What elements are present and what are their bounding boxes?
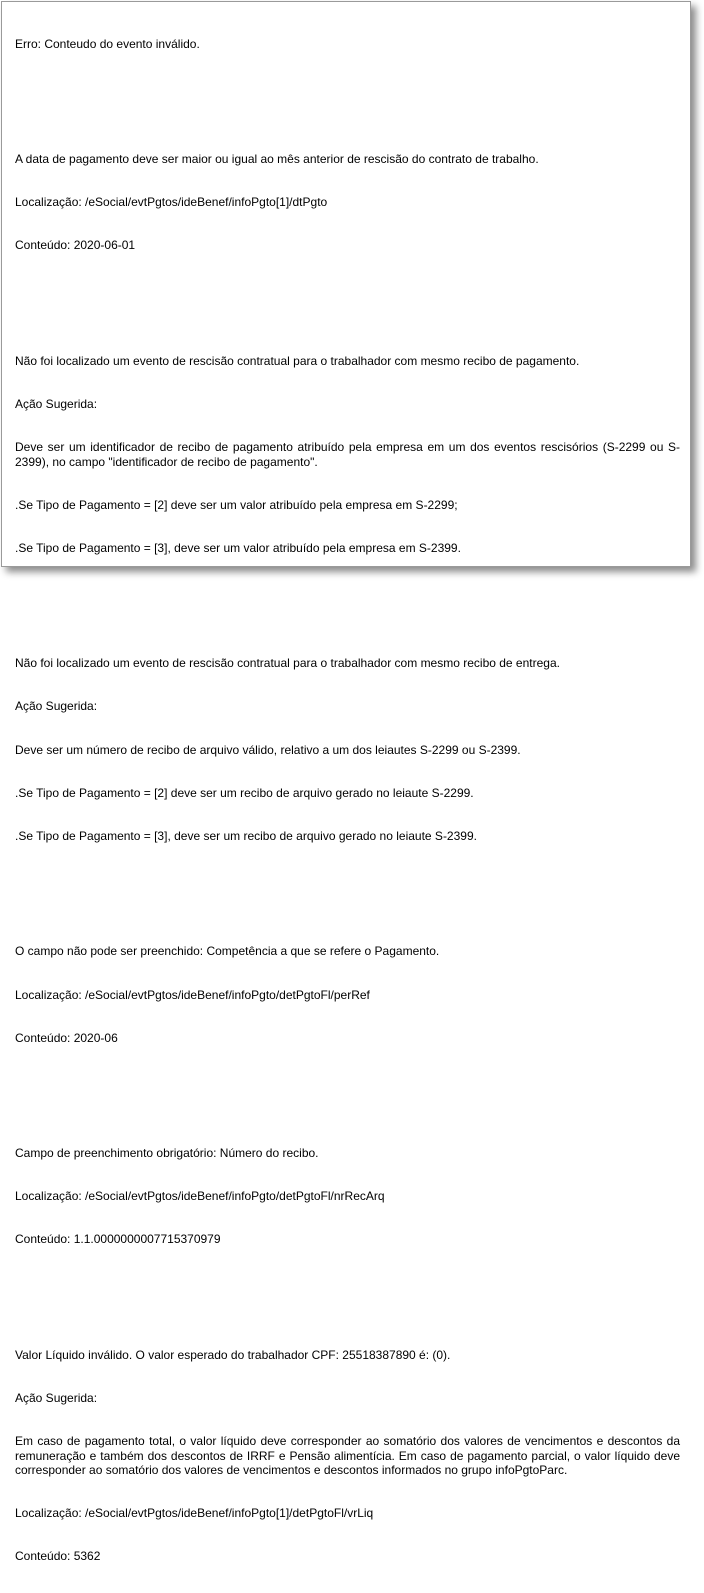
- error-header: Erro: Conteudo do evento inválido.: [15, 36, 200, 51]
- error-content: Conteúdo: 5362: [15, 1549, 101, 1564]
- spacer: [15, 584, 680, 598]
- suggested-action-text: Em caso de pagamento total, o valor líquido deve corresponder ao somatório dos valores de vencimentos e descontos da remuneração e também dos descontos de IRRF e Pensão alimentícia. Em caso de pagamento parcial, o valor líquido deve corresponder ao somatório dos valores de vencimentos e descontos informados no grupo infoPgtoParc.: [15, 1434, 684, 1477]
- suggested-action-label: Ação Sugerida:: [15, 699, 98, 714]
- suggested-action-text: Deve ser um número de recibo de arquivo válido, relativo a um dos leiautes S-2299 ou S-2399.: [15, 742, 521, 757]
- suggested-action-item: .Se Tipo de Pagamento = [2] deve ser um recibo de arquivo gerado no leiaute S-2299.: [15, 785, 474, 800]
- error-content: Conteúdo: 2020-06: [15, 1030, 118, 1045]
- spacer: [15, 1276, 680, 1290]
- error-message: Não foi localizado um evento de rescisão contratual para o trabalhador com mesmo recibo de entrega.: [15, 656, 560, 671]
- error-report-panel: [1, 1, 691, 1564]
- error-message: A data de pagamento deve ser maior ou igual ao mês anterior de rescisão do contrato de trabalho.: [15, 152, 539, 167]
- error-message: O campo não pode ser preenchido: Competência a que se refere o Pagamento.: [15, 944, 440, 959]
- suggested-action-label: Ação Sugerida:: [15, 396, 98, 411]
- suggested-action-item: .Se Tipo de Pagamento = [3], deve ser um valor atribuído pela empresa em S-2399.: [15, 541, 461, 555]
- error-content: Conteúdo: 2020-06-01: [15, 238, 136, 253]
- error-content: Conteúdo: 1.1.0000000007715370979: [15, 1232, 221, 1247]
- spacer: [15, 80, 680, 94]
- suggested-action-item: .Se Tipo de Pagamento = [3], deve ser um recibo de arquivo gerado no leiaute S-2399.: [15, 829, 477, 844]
- error-location: Localização: /eSocial/evtPgtos/ideBenef/infoPgto[1]/detPgtoFl/vrLiq: [15, 1506, 374, 1521]
- error-location: Localização: /eSocial/evtPgtos/ideBenef/infoPgto/detPgtoFl/nrRecArq: [15, 1189, 385, 1204]
- error-report-text: [15, 8, 684, 1593]
- error-message: Valor Líquido inválido. O valor esperado do trabalhador CPF: 25518387890 é: (0).: [15, 1347, 451, 1362]
- error-message: Campo de preenchimento obrigatório: Número do recibo.: [15, 1146, 319, 1161]
- error-location: Localização: /eSocial/evtPgtos/ideBenef/infoPgto[1]/dtPgto: [15, 195, 328, 210]
- suggested-action-label: Ação Sugerida:: [15, 1390, 98, 1405]
- spacer: [15, 872, 680, 886]
- spacer: [15, 282, 680, 296]
- suggested-action-text: Deve ser um identificador de recibo de pagamento atribuído pela empresa em um dos eventos rescisórios (S-2299 ou S-2399), no campo "identificador de recibo de pagamento".: [15, 440, 680, 469]
- spacer: [15, 1074, 680, 1088]
- error-message: Não foi localizado um evento de rescisão contratual para o trabalhador com mesmo recibo de pagamento.: [15, 353, 580, 368]
- suggested-action-item: .Se Tipo de Pagamento = [2] deve ser um valor atribuído pela empresa em S-2299;: [15, 497, 458, 512]
- error-location: Localização: /eSocial/evtPgtos/ideBenef/infoPgto/detPgtoFl/perRef: [15, 987, 370, 1002]
